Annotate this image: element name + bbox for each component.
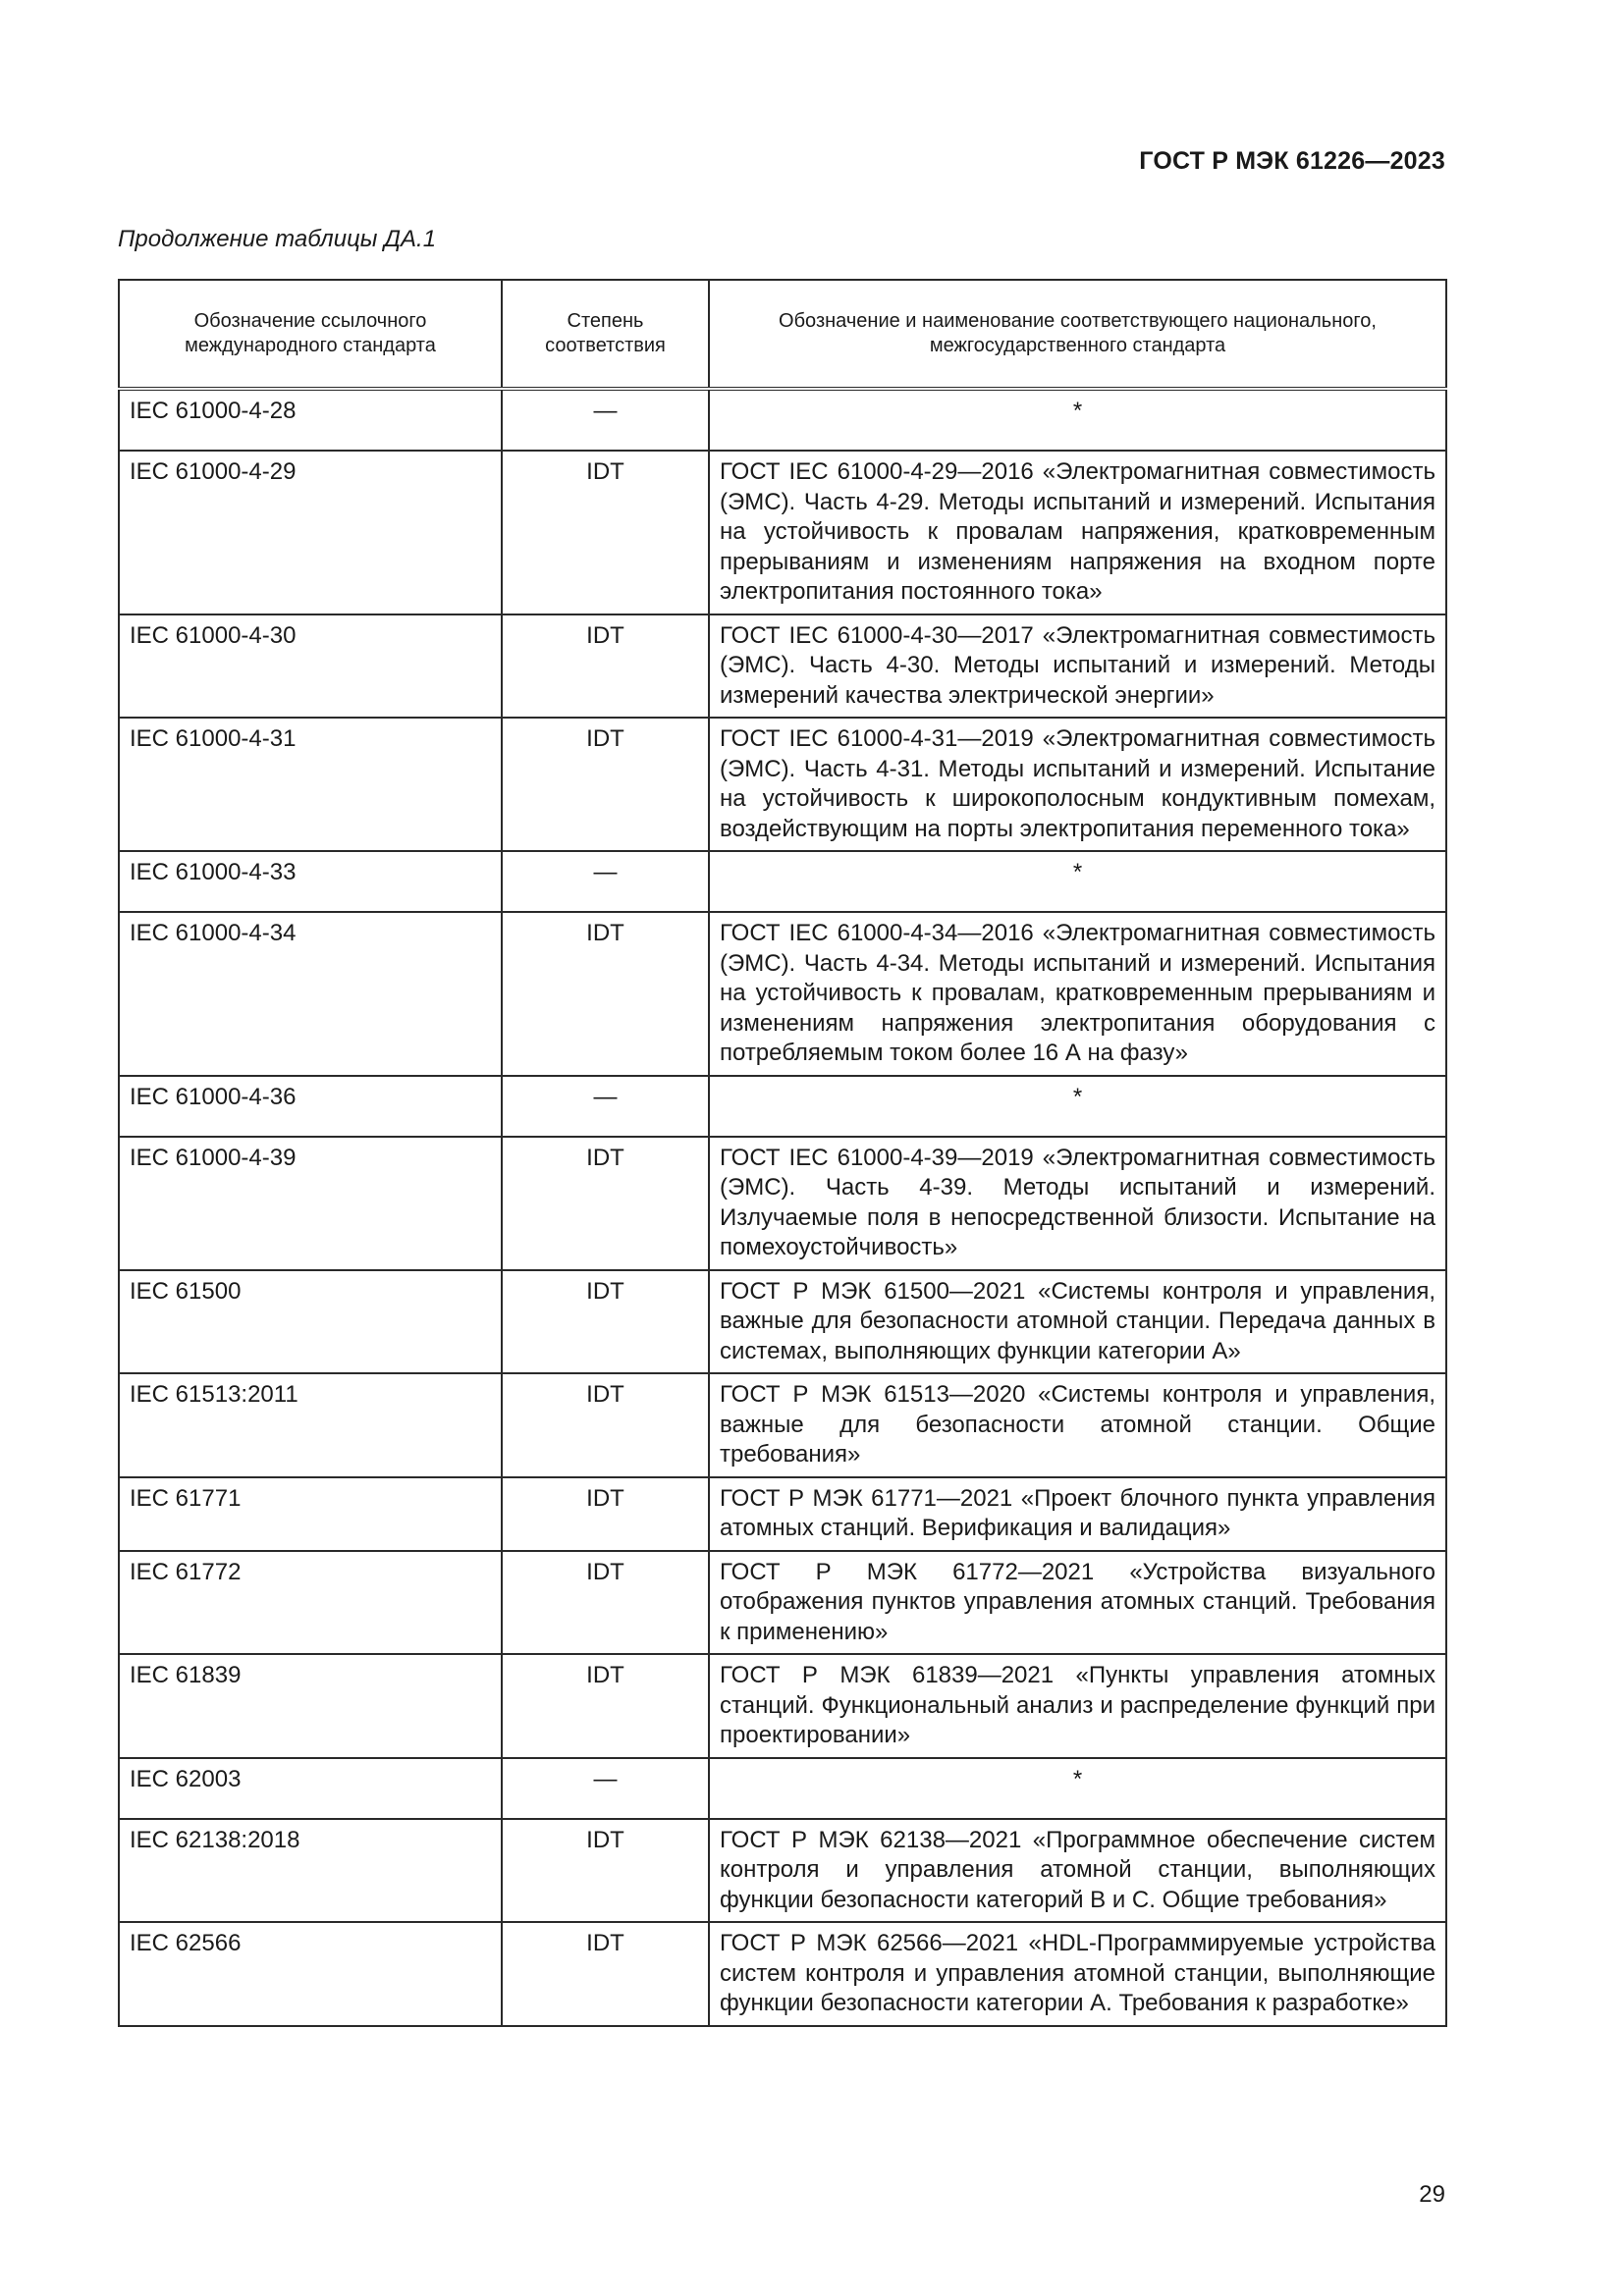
cell-degree-of-correspondence: — <box>502 851 709 912</box>
cell-international-standard: IEC 61000-4-31 <box>119 718 502 851</box>
table-row <box>119 614 1446 719</box>
table-row <box>119 1373 1446 1477</box>
cell-international-standard: IEC 61500 <box>119 1270 502 1374</box>
cell-international-standard: IEC 61000-4-33 <box>119 851 502 912</box>
page-number: 29 <box>1419 2181 1445 2208</box>
cell-international-standard: IEC 61000-4-30 <box>119 614 502 719</box>
cell-degree-of-correspondence: IDT <box>502 1137 709 1270</box>
cell-national-standard: ГОСТ IEC 61000-4-30—2017 «Электромагнитная совместимость (ЭМС). Часть 4-30. Методы испытаний и измерений. Методы измерений качества электрической энергии» <box>709 614 1446 719</box>
cell-national-standard: ГОСТ IEC 61000-4-34—2016 «Электромагнитная совместимость (ЭМС). Часть 4-34. Методы испытаний и измерений. Испытания на устойчивость к провалам, кратковременным прерываниям и изменениям напряжения электропитания оборудования с потребляемым током более 16 А на фазу» <box>709 912 1446 1076</box>
table-body <box>119 389 1446 2026</box>
table-header-row <box>119 280 1446 389</box>
cell-degree-of-correspondence: — <box>502 1076 709 1137</box>
cell-degree-of-correspondence: IDT <box>502 1373 709 1477</box>
cell-national-standard: ГОСТ IEC 61000-4-31—2019 «Электромагнитная совместимость (ЭМС). Часть 4-31. Методы испытаний и измерений. Испытание на устойчивость к широкополосным кондуктивным помехам, воздействующим на порты электропитания переменного тока» <box>709 718 1446 851</box>
cell-degree-of-correspondence: IDT <box>502 718 709 851</box>
cell-degree-of-correspondence: — <box>502 389 709 451</box>
cell-degree-of-correspondence: — <box>502 1758 709 1819</box>
table-row <box>119 851 1446 912</box>
table-row <box>119 389 1446 451</box>
column-header-national-standard: Обозначение и наименование соответствующего национального, межгосударственного стандарта <box>709 280 1446 389</box>
table-row <box>119 451 1446 614</box>
cell-international-standard: IEC 61000-4-39 <box>119 1137 502 1270</box>
correspondence-table <box>118 279 1447 2027</box>
cell-international-standard: IEC 61772 <box>119 1551 502 1655</box>
column-header-standard: Обозначение ссылочного международного стандарта <box>119 280 502 389</box>
table-row <box>119 1551 1446 1655</box>
cell-national-standard: ГОСТ Р МЭК 61513—2020 «Системы контроля и управления, важные для безопасности атомной станции. Общие требования» <box>709 1373 1446 1477</box>
cell-national-standard: ГОСТ IEC 61000-4-29—2016 «Электромагнитная совместимость (ЭМС). Часть 4-29. Методы испытаний и измерений. Испытания на устойчивость к провалам напряжения, кратковременным прерываниям и изменениям напряжения на входном порте электропитания постоянного тока» <box>709 451 1446 614</box>
table-row <box>119 1076 1446 1137</box>
cell-national-standard: * <box>709 389 1446 451</box>
cell-degree-of-correspondence: IDT <box>502 912 709 1076</box>
cell-international-standard: IEC 62566 <box>119 1922 502 2026</box>
cell-national-standard: ГОСТ Р МЭК 61771—2021 «Проект блочного пункта управления атомных станций. Верификация и валидация» <box>709 1477 1446 1551</box>
cell-national-standard: * <box>709 851 1446 912</box>
document-code: ГОСТ Р МЭК 61226—2023 <box>1139 147 1445 175</box>
table-row <box>119 1819 1446 1923</box>
cell-international-standard: IEC 61000-4-36 <box>119 1076 502 1137</box>
cell-national-standard: * <box>709 1758 1446 1819</box>
cell-international-standard: IEC 61839 <box>119 1654 502 1758</box>
cell-national-standard: ГОСТ Р МЭК 61839—2021 «Пункты управления атомных станций. Функциональный анализ и распределение функций при проектировании» <box>709 1654 1446 1758</box>
cell-degree-of-correspondence: IDT <box>502 1819 709 1923</box>
cell-international-standard: IEC 62003 <box>119 1758 502 1819</box>
table-caption: Продолжение таблицы ДА.1 <box>118 226 437 252</box>
cell-degree-of-correspondence: IDT <box>502 614 709 719</box>
cell-international-standard: IEC 61000-4-34 <box>119 912 502 1076</box>
table-row <box>119 1477 1446 1551</box>
cell-national-standard: * <box>709 1076 1446 1137</box>
cell-international-standard: IEC 61000-4-28 <box>119 389 502 451</box>
cell-degree-of-correspondence: IDT <box>502 451 709 614</box>
table-row <box>119 1654 1446 1758</box>
cell-national-standard: ГОСТ IEC 61000-4-39—2019 «Электромагнитная совместимость (ЭМС). Часть 4-39. Методы испытаний и измерений. Излучаемые поля в непосредственной близости. Испытание на помехоустойчивость» <box>709 1137 1446 1270</box>
cell-international-standard: IEC 62138:2018 <box>119 1819 502 1923</box>
cell-degree-of-correspondence: IDT <box>502 1654 709 1758</box>
table-row <box>119 718 1446 851</box>
cell-national-standard: ГОСТ Р МЭК 62138—2021 «Программное обеспечение систем контроля и управления атомной станции, выполняющих функции безопасности категорий В и С. Общие требования» <box>709 1819 1446 1923</box>
cell-international-standard: IEC 61771 <box>119 1477 502 1551</box>
column-header-degree: Степень соответствия <box>502 280 709 389</box>
cell-degree-of-correspondence: IDT <box>502 1922 709 2026</box>
table-row <box>119 1137 1446 1270</box>
table-row <box>119 1758 1446 1819</box>
cell-degree-of-correspondence: IDT <box>502 1551 709 1655</box>
table-row <box>119 1270 1446 1374</box>
cell-national-standard: ГОСТ Р МЭК 61500—2021 «Системы контроля и управления, важные для безопасности атомной станции. Передача данных в системах, выполняющих функции категории А» <box>709 1270 1446 1374</box>
table-row <box>119 912 1446 1076</box>
cell-national-standard: ГОСТ Р МЭК 62566—2021 «HDL-Программируемые устройства систем контроля и управления атомной станции, выполняющие функции безопасности категории А. Требования к разработке» <box>709 1922 1446 2026</box>
table-row <box>119 1922 1446 2026</box>
cell-international-standard: IEC 61513:2011 <box>119 1373 502 1477</box>
cell-degree-of-correspondence: IDT <box>502 1270 709 1374</box>
cell-international-standard: IEC 61000-4-29 <box>119 451 502 614</box>
cell-national-standard: ГОСТ Р МЭК 61772—2021 «Устройства визуального отображения пунктов управления атомных станций. Требования к применению» <box>709 1551 1446 1655</box>
cell-degree-of-correspondence: IDT <box>502 1477 709 1551</box>
